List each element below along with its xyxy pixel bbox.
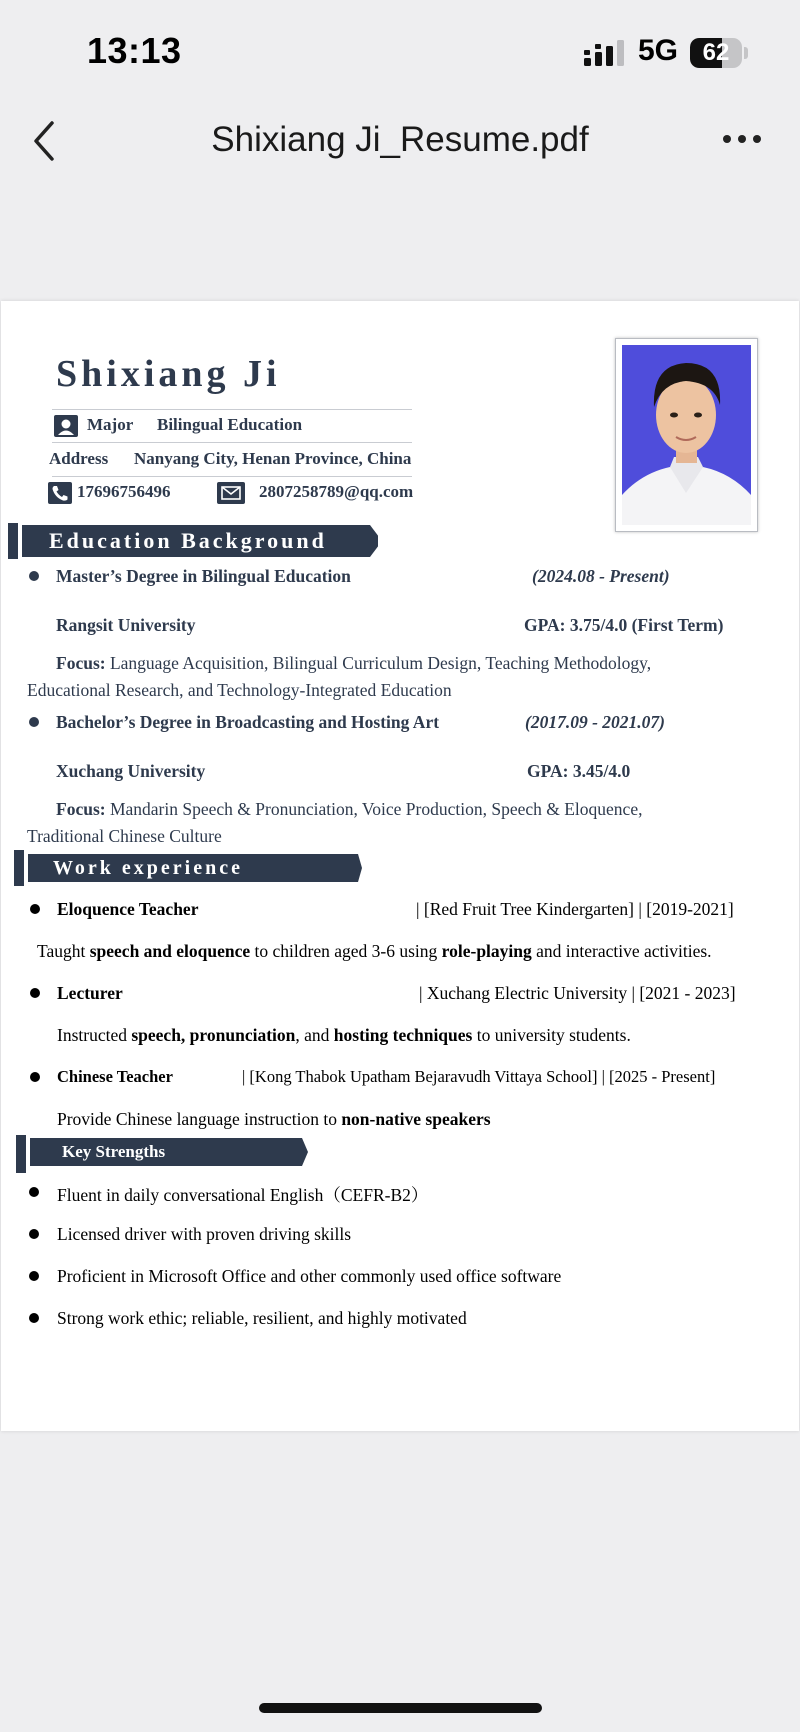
resume-name: Shixiang Ji	[56, 353, 281, 395]
strength-item: Proficient in Microsoft Office and other commonly used office software	[57, 1266, 562, 1286]
gpa: GPA: 3.75/4.0 (First Term)	[524, 615, 724, 635]
degree-title: Bachelor’s Degree in Broadcasting and Hosting Art	[56, 712, 440, 732]
bullet	[30, 1072, 40, 1082]
battery-tip	[744, 47, 748, 59]
focus-label: Focus:	[56, 799, 106, 819]
degree-dates: (2024.08 - Present)	[532, 566, 670, 586]
address-value: Nanyang City, Henan Province, China	[134, 449, 412, 468]
cellular-signal-icon	[584, 38, 628, 68]
education-heading: Education Background	[49, 528, 327, 553]
divider	[52, 476, 412, 477]
strength-item: Fluent in daily conversational English（CEFR-B2）	[57, 1185, 429, 1205]
job-description: Taught speech and eloquence to children aged 3-6 using role-playing and interactive activities.	[37, 941, 712, 961]
focus-text-cont: Traditional Chinese Culture	[27, 826, 222, 846]
gpa: GPA: 3.45/4.0	[527, 761, 631, 781]
job-org: | [Red Fruit Tree Kindergarten] | [2019-2021]	[416, 899, 734, 919]
focus-text: Mandarin Speech & Pronunciation, Voice Production, Speech & Eloquence,	[109, 799, 643, 819]
job-role: Lecturer	[57, 983, 123, 1003]
person-icon	[54, 415, 78, 437]
school-name: Xuchang University	[56, 761, 206, 781]
divider	[52, 409, 412, 410]
bullet	[29, 1313, 39, 1323]
focus-label: Focus:	[56, 653, 106, 673]
home-indicator[interactable]	[259, 1703, 542, 1713]
degree-title: Master’s Degree in Bilingual Education	[56, 566, 351, 586]
job-role: Eloquence Teacher	[57, 899, 199, 919]
battery-icon	[690, 38, 742, 68]
bullet	[29, 1187, 39, 1197]
bullet	[29, 1271, 39, 1281]
strength-item: Strong work ethic; reliable, resilient, and highly motivated	[57, 1308, 467, 1328]
degree-dates: (2017.09 - 2021.07)	[525, 712, 665, 732]
battery-level: 62	[702, 39, 730, 66]
major-value: Bilingual Education	[157, 415, 303, 434]
school-name: Rangsit University	[56, 615, 196, 635]
document-title: Shixiang Ji_Resume.pdf	[211, 120, 589, 159]
more-icon[interactable]	[722, 132, 762, 146]
job-description: Provide Chinese language instruction to non-native speakers	[57, 1109, 491, 1129]
profile-photo	[615, 338, 758, 532]
job-description: Instructed speech, pronunciation, and hosting techniques to university students.	[57, 1025, 631, 1045]
bullet	[29, 1229, 39, 1239]
major-label: Major	[87, 415, 134, 434]
address-label: Address	[49, 449, 109, 468]
work-heading: Work experience	[53, 857, 243, 879]
phone-number: 17696756496	[77, 482, 171, 501]
job-role: Chinese Teacher	[57, 1067, 173, 1086]
bullet	[30, 904, 40, 914]
bullet	[30, 988, 40, 998]
mail-icon	[217, 482, 245, 504]
job-org: | [Kong Thabok Upatham Bejaravudh Vittaya School] | [2025 - Present]	[242, 1067, 716, 1086]
job-org: | Xuchang Electric University | [2021 - 2023]	[419, 983, 736, 1003]
focus-text-cont: Educational Research, and Technology-Integrated Education	[27, 680, 452, 700]
status-time: 13:13	[87, 30, 182, 71]
phone-icon	[48, 482, 72, 504]
bullet	[29, 571, 39, 581]
bullet	[29, 717, 39, 727]
focus-text: Language Acquisition, Bilingual Curriculum Design, Teaching Methodology,	[109, 653, 652, 673]
divider	[52, 442, 412, 443]
strength-item: Licensed driver with proven driving skills	[57, 1224, 352, 1244]
strengths-heading: Key Strengths	[62, 1142, 166, 1161]
network-type: 5G	[638, 34, 679, 67]
email-address: 2807258789@qq.com	[259, 482, 414, 501]
